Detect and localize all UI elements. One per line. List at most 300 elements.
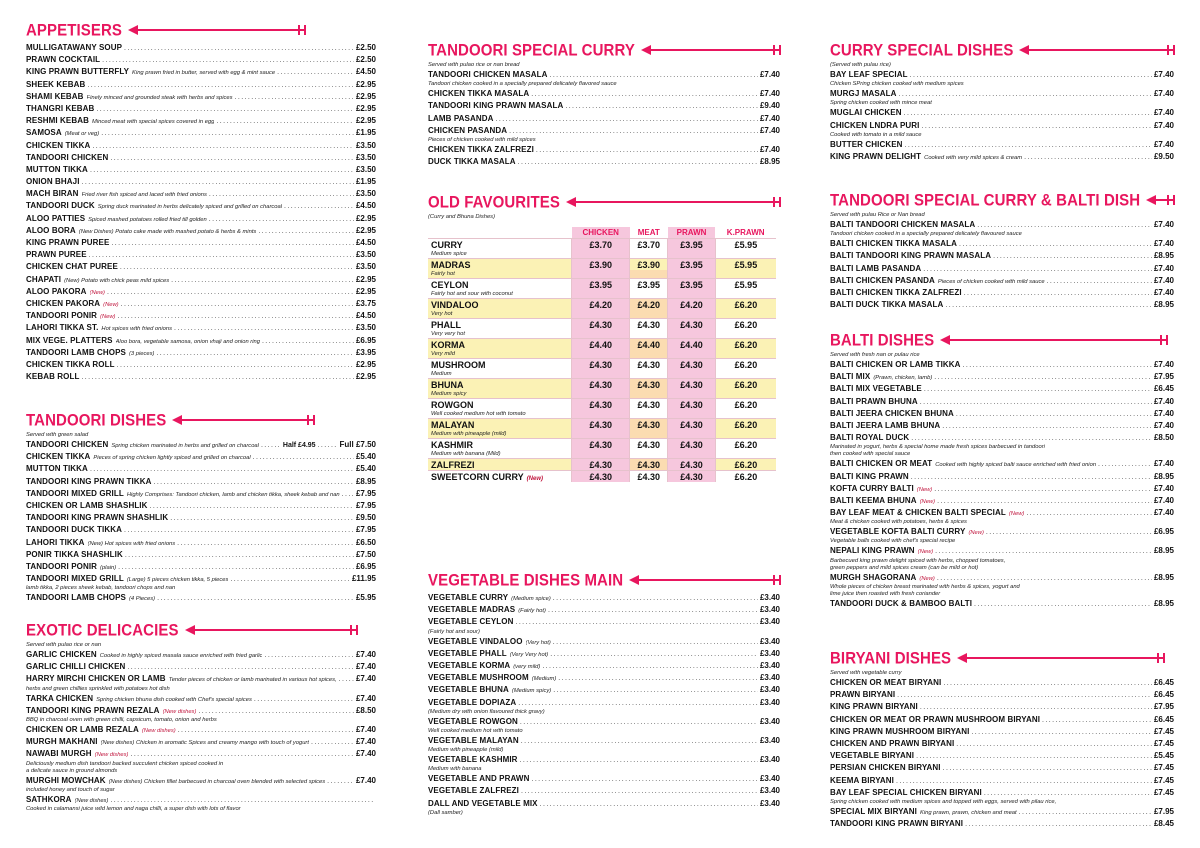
item-price: £2.50 <box>355 43 376 52</box>
item-name: HARRY MIRCHI CHICKEN OR LAMB <box>26 674 166 684</box>
item-name: TANDOORI KING PRAWN BIRYANI <box>830 819 964 829</box>
leader-dots <box>87 80 354 91</box>
leader-dots <box>1024 152 1152 163</box>
item-price: £7.45 <box>1153 726 1174 736</box>
item-note: Medium with banana <box>428 766 482 773</box>
menu-item <box>26 310 376 322</box>
new-tag: (New) <box>526 475 544 482</box>
item-description: (New) <box>100 314 116 321</box>
menu-item <box>428 156 780 168</box>
item-price: £6.95 <box>355 561 376 571</box>
price-cell: £6.20 <box>715 379 776 391</box>
item-description: (New dishes) <box>74 797 109 804</box>
empty-cell <box>572 310 630 319</box>
menu-item <box>428 113 780 125</box>
menu-section <box>428 38 780 168</box>
leader-dots <box>261 440 281 451</box>
leader-dots <box>964 288 1152 299</box>
empty-cell <box>572 250 630 259</box>
item-name: TANDOORI CHICKEN <box>26 152 109 162</box>
item-price: £4.50 <box>355 238 376 247</box>
section-note: (Curry and Bhuna Dishes) <box>428 214 496 220</box>
item-name: BALTI CHICKEN PASANDA <box>830 275 935 285</box>
item-name: GARLIC CHILLI CHICKEN <box>26 662 126 672</box>
item-price: £7.40 <box>1153 508 1174 518</box>
arrow-decoration <box>942 339 1167 341</box>
item-name: TANDOORI CHICKEN MASALA <box>428 70 548 79</box>
item-note: BBQ in charcoal oven with green chilli, capsicum, tomato, onion and herbs <box>26 716 217 723</box>
section-title: APPETISERS <box>26 20 123 40</box>
item-price: £8.95 <box>759 157 780 167</box>
menu-section <box>428 568 780 817</box>
leader-dots <box>96 104 354 115</box>
leader-dots <box>550 649 758 660</box>
menu-item <box>830 139 1174 151</box>
menu-item <box>830 701 1174 713</box>
item-price: £3.50 <box>355 164 376 174</box>
item-price: £2.95 <box>355 359 376 369</box>
leader-dots <box>942 421 1152 432</box>
menu-item <box>830 598 1174 610</box>
menu-item <box>830 483 1174 495</box>
table-row <box>428 299 776 311</box>
empty-cell <box>572 350 630 359</box>
table-row <box>428 239 776 251</box>
leader-dots <box>897 690 1152 701</box>
section-header <box>26 408 376 432</box>
dish-name-text: ZALFREZI <box>431 459 475 470</box>
menu-item <box>428 672 780 684</box>
table-row <box>428 359 776 371</box>
item-name: MIX VEGE. PLATTERS <box>26 335 113 345</box>
dish-name <box>428 239 572 251</box>
menu-item <box>830 507 1174 519</box>
item-price: £3.50 <box>355 152 376 162</box>
empty-cell <box>715 330 776 339</box>
item-price: £7.40 <box>1153 420 1174 430</box>
leader-dots <box>986 527 1152 538</box>
item-name: TANDOORI DUCK <box>26 201 95 211</box>
menu-item <box>428 785 780 797</box>
item-name: BALTI LAMB PASANDA <box>830 263 922 273</box>
item-name: KING PRAWN PUREE <box>26 238 110 247</box>
item-price: £1.95 <box>355 128 376 138</box>
price-cell: £4.30 <box>572 399 630 411</box>
item-note: lamb tikka, 2 pieces sheek kebab, tandoori chops and nan <box>26 585 176 592</box>
item-price: £5.95 <box>355 593 376 603</box>
leader-dots <box>339 674 354 685</box>
empty-cell <box>572 410 630 419</box>
item-price: £3.40 <box>759 617 780 627</box>
item-note: included honey and touch of sugar <box>26 786 115 793</box>
leader-dots <box>178 725 354 736</box>
menu-column-right <box>830 0 1174 848</box>
price-cell: £5.95 <box>715 239 776 251</box>
leader-dots <box>311 737 354 748</box>
dish-name <box>428 339 572 351</box>
item-price: £7.40 <box>355 724 376 734</box>
price-cell: £6.20 <box>715 319 776 331</box>
menu-item <box>428 754 780 766</box>
price-cell: £5.95 <box>715 279 776 291</box>
menu-section <box>830 646 1174 830</box>
table-subrow <box>428 250 776 259</box>
item-price: Full £7.50 <box>339 440 376 449</box>
leader-dots <box>531 89 758 100</box>
price-cell: £4.30 <box>630 439 668 451</box>
item-description: (New) <box>89 289 105 296</box>
leader-dots <box>520 717 758 728</box>
item-name: SPECIAL MIX BIRYANI <box>830 806 917 816</box>
leader-dots <box>896 776 1152 787</box>
leader-dots <box>120 262 354 273</box>
menu-item <box>26 748 376 760</box>
item-name: CHICKEN PAKORA <box>26 298 101 308</box>
menu-item <box>428 100 780 112</box>
menu-item <box>26 371 376 383</box>
menu-item <box>428 144 780 156</box>
item-name: CHICKEN OR LAMB REZALA <box>26 724 139 734</box>
leader-dots <box>922 121 1152 132</box>
dish-description: Medium with banana (Mild) <box>428 450 572 459</box>
menu-item <box>428 648 780 660</box>
leader-dots <box>118 311 354 322</box>
item-price: £3.40 <box>759 735 780 745</box>
empty-cell <box>630 410 668 419</box>
item-description: (New) <box>968 530 984 537</box>
item-price: £6.45 <box>1153 714 1174 724</box>
item-price: £7.45 <box>1153 775 1174 785</box>
item-description: (New) <box>916 486 933 493</box>
leader-dots <box>536 145 758 156</box>
item-note: Marinated in yogurt, herbs & special home made fresh spices barbecued in tandoori then cooked with special sauce <box>830 444 1045 458</box>
price-cell: £4.30 <box>668 319 716 331</box>
leader-dots <box>924 384 1152 395</box>
empty-cell <box>572 330 630 339</box>
leader-dots <box>90 464 354 475</box>
item-price: £7.40 <box>759 125 780 135</box>
arrow-decoration <box>631 579 780 581</box>
menu-item <box>26 794 376 806</box>
item-name: TANDOORI KING PRAWN MASALA <box>428 101 564 111</box>
item-price: £3.50 <box>355 262 376 272</box>
leader-dots <box>127 662 354 673</box>
item-name: MUGLAI CHICKEN <box>830 108 902 118</box>
item-description: (New) <box>103 301 119 308</box>
empty-cell <box>668 290 716 299</box>
leader-dots <box>156 348 354 359</box>
item-description: Hot spices with fried onions <box>101 326 172 333</box>
leader-dots <box>118 562 354 573</box>
price-cell: £4.30 <box>630 459 668 471</box>
item-name: MURGH MAKHANI <box>26 737 98 747</box>
leader-dots <box>920 397 1152 408</box>
item-name: CHICKEN OR MEAT BIRYANI <box>830 678 942 687</box>
leader-dots <box>124 43 354 54</box>
leader-dots <box>342 489 354 500</box>
menu-item <box>26 439 376 451</box>
item-name: VEGETABLE KASHMIR <box>428 755 518 765</box>
leader-dots <box>549 70 757 81</box>
item-price: £9.50 <box>355 513 376 523</box>
section-title: TANDOORI SPECIAL CURRY <box>428 40 635 60</box>
item-price: £7.40 <box>1153 495 1174 505</box>
leader-dots <box>977 220 1152 231</box>
item-name: VEGETABLE MALAYAN <box>428 735 519 745</box>
item-note: Chicken SPring chicken cooked with medium spices <box>830 81 964 88</box>
menu-item <box>830 107 1174 119</box>
menu-item <box>830 458 1174 470</box>
item-note: Cooked in calamansi juice wild lemon and naga chilli, a super dish with lots of flavor <box>26 805 241 812</box>
item-price: £7.40 <box>1153 139 1174 149</box>
menu-section <box>830 38 1174 163</box>
item-price: £1.95 <box>355 177 376 187</box>
empty-cell <box>715 450 776 459</box>
item-description: Finely minced and grounded steak with herbs and spices <box>86 94 233 101</box>
menu-item <box>830 545 1174 557</box>
table-subrow <box>428 330 776 339</box>
section-header <box>26 18 376 42</box>
item-price: £9.50 <box>1153 151 1174 161</box>
item-name: BALTI CHICKEN OR MEAT <box>830 459 933 469</box>
item-price: £7.40 <box>1153 108 1174 118</box>
item-note: (Medium dry with onion flavoured thick gravy) <box>428 708 545 715</box>
item-price: £3.50 <box>355 140 376 150</box>
item-price: £3.50 <box>355 189 376 199</box>
item-price: £6.45 <box>1153 678 1174 687</box>
item-name: VEGETABLE CEYLON <box>428 617 514 627</box>
menu-item <box>26 322 376 334</box>
table-row <box>428 319 776 331</box>
menu-item <box>428 697 780 709</box>
price-cell: £6.20 <box>715 459 776 471</box>
price-cell: £4.20 <box>572 299 630 311</box>
menu-item <box>830 471 1174 483</box>
leader-dots <box>125 550 354 561</box>
empty-cell <box>715 430 776 439</box>
item-name: TANDOORI KING PRAWN SHASHLIK <box>26 513 169 523</box>
item-price: £8.50 <box>355 705 376 715</box>
dish-name <box>428 359 572 371</box>
table-subrow <box>428 310 776 319</box>
leader-dots <box>171 275 354 286</box>
price-cell: £6.20 <box>715 471 776 483</box>
item-name: BALTI ROYAL DUCK <box>830 433 910 443</box>
leader-dots <box>253 452 354 463</box>
table-row <box>428 439 776 451</box>
leader-dots <box>157 593 354 604</box>
dish-name-text: MALAYAN <box>431 419 475 430</box>
menu-item <box>26 249 376 261</box>
item-name: CHICKEN CHAT PUREE <box>26 262 118 272</box>
item-description: (New) <box>917 549 934 556</box>
leader-dots <box>520 755 758 766</box>
leader-dots <box>262 336 354 347</box>
item-price: £4.50 <box>355 311 376 321</box>
table-subrow <box>428 410 776 419</box>
item-name: KEBAB ROLL <box>26 372 80 382</box>
item-description: (Medium spicy) <box>511 688 552 695</box>
empty-cell <box>668 430 716 439</box>
empty-cell <box>630 310 668 319</box>
item-half-price: Half £4.95 <box>282 442 316 449</box>
leader-dots <box>230 574 350 585</box>
menu-item <box>830 396 1174 408</box>
section-note: Served with fresh nan or pulau rice <box>830 352 920 358</box>
leader-dots <box>521 786 758 797</box>
menu-item <box>26 775 376 787</box>
item-name: KING PRAWN BUTTERFLY <box>26 67 130 77</box>
menu-item <box>26 115 376 127</box>
item-price: £3.40 <box>759 786 780 796</box>
menu-item <box>26 79 376 91</box>
leader-dots <box>1019 807 1152 818</box>
item-price: £7.40 <box>355 775 376 785</box>
item-description: King prawn fried in butter, served with egg & mint sauce <box>132 70 276 77</box>
empty-cell <box>630 250 668 259</box>
item-price: £7.40 <box>355 693 376 703</box>
column-header: PRAWN <box>668 227 716 239</box>
price-cell: £4.30 <box>668 379 716 391</box>
empty-cell <box>668 270 716 279</box>
price-cell: £3.95 <box>668 259 716 271</box>
item-price: £8.95 <box>1153 300 1174 310</box>
menu-item <box>26 476 376 488</box>
item-description: (Large) 5 pieces chicken tikka, 5 pieces <box>126 577 229 584</box>
item-price: £7.95 <box>1153 702 1174 712</box>
menu-item <box>26 237 376 249</box>
price-cell: £6.20 <box>715 399 776 411</box>
section-title: EXOTIC DELICACIES <box>26 620 179 640</box>
item-name: TANDOORI MIXED GRILL <box>26 488 124 498</box>
leader-dots <box>935 546 1152 557</box>
item-name: ALOO PATTIES <box>26 213 86 223</box>
menu-item <box>830 408 1174 420</box>
item-price: £2.95 <box>355 286 376 296</box>
empty-cell <box>668 310 716 319</box>
menu-item <box>26 103 376 115</box>
empty-cell <box>572 390 630 399</box>
leader-dots <box>327 776 354 787</box>
menu-item <box>830 775 1174 787</box>
item-note: herbs and green chillies sprinkled with potatoes hot dish <box>26 685 170 692</box>
leader-dots <box>910 70 1152 81</box>
item-name: BAY LEAF SPECIAL <box>830 70 908 79</box>
item-price: £6.95 <box>1153 527 1174 537</box>
empty-cell <box>630 290 668 299</box>
dish-name <box>428 419 572 431</box>
item-price: £6.45 <box>1153 384 1174 394</box>
leader-dots <box>81 372 354 383</box>
leader-dots <box>971 727 1152 738</box>
empty-cell <box>668 350 716 359</box>
item-description: (New dishes) Chicken in aromatic Spices and creamy mango with touch of yogurt <box>100 740 309 747</box>
table-subrow <box>428 350 776 359</box>
item-price: £7.40 <box>1153 408 1174 418</box>
leader-dots <box>920 702 1152 713</box>
price-cell: £4.30 <box>668 459 716 471</box>
price-cell: £3.95 <box>630 279 668 291</box>
section-note: Served with pulau Rice or Nan bread <box>830 212 925 218</box>
leader-dots <box>963 360 1152 371</box>
dish-name-text: PHALL <box>431 319 461 330</box>
item-price: £2.95 <box>355 225 376 235</box>
item-description: (Very Very hot) <box>509 651 549 658</box>
menu-item <box>26 261 376 273</box>
menu-item <box>830 371 1174 383</box>
item-price: £2.95 <box>355 274 376 284</box>
leader-dots <box>170 513 354 524</box>
menu-item <box>830 806 1174 818</box>
leader-dots <box>515 617 758 628</box>
arrow-decoration <box>643 49 780 51</box>
leader-dots <box>258 226 354 237</box>
item-description: (New) <box>919 575 935 582</box>
empty-cell <box>630 270 668 279</box>
item-description: (New dishes) <box>162 708 197 715</box>
item-note: Spring chicken cooked with medium spices and topped with eggs, served with pilau rice, <box>830 798 1057 805</box>
empty-cell <box>572 430 630 439</box>
item-name: TANDOORI KING PRAWN REZALA <box>26 705 160 715</box>
item-name: TANDOORI CHICKEN <box>26 440 109 449</box>
price-cell: £3.70 <box>630 239 668 251</box>
table-row <box>428 419 776 431</box>
item-name: BALTI DUCK TIKKA MASALA <box>830 300 944 310</box>
item-name: TANDOORI LAMB CHOPS <box>26 593 126 603</box>
item-price: £4.50 <box>355 67 376 77</box>
dish-name-text: KORMA <box>431 339 465 350</box>
empty-cell <box>630 330 668 339</box>
dish-name <box>428 279 572 291</box>
menu-item <box>26 512 376 524</box>
item-price: £9.40 <box>759 101 780 111</box>
menu-item <box>830 299 1174 311</box>
item-price: £7.95 <box>1153 372 1174 382</box>
item-description: (Meat or veg) <box>64 131 100 138</box>
price-cell: £3.90 <box>630 259 668 271</box>
menu-item <box>26 537 376 549</box>
item-name: GARLIC CHICKEN <box>26 650 97 659</box>
dish-name-text: BHUNA <box>431 379 464 390</box>
item-name: VEGETABLE KORMA <box>428 660 511 670</box>
menu-item <box>26 561 376 573</box>
menu-column-left <box>26 0 376 848</box>
item-name: VEGETABLE BIRYANI <box>830 751 915 761</box>
item-name: BALTI KEEMA BHUNA <box>830 495 917 505</box>
item-name: CHICKEN PASANDA <box>428 125 508 135</box>
menu-item <box>26 42 376 54</box>
item-name: BALTI CHICKEN TIKKA MASALA <box>830 239 958 249</box>
empty-cell <box>572 270 630 279</box>
empty-cell <box>630 430 668 439</box>
menu-item <box>26 524 376 536</box>
dish-name <box>428 459 572 471</box>
item-price: £7.45 <box>1153 763 1174 773</box>
item-price: £5.40 <box>355 464 376 474</box>
leader-dots <box>209 189 354 200</box>
menu-item <box>26 673 376 685</box>
item-name: SHEEK KEBAB <box>26 79 86 89</box>
dish-description: Well cooked medium hot with tomato <box>428 410 572 419</box>
item-name: NEPALI KING PRAWN <box>830 546 915 556</box>
section-header <box>830 38 1174 62</box>
price-cell: £4.30 <box>668 439 716 451</box>
item-name: BALTI PRAWN BHUNA <box>830 396 918 406</box>
item-price: £3.40 <box>759 593 780 602</box>
dish-name-text: MUSHROOM <box>431 359 486 370</box>
item-name: TANDOORI PONIR <box>26 311 98 321</box>
item-name: DUCK TIKKA MASALA <box>428 157 516 167</box>
